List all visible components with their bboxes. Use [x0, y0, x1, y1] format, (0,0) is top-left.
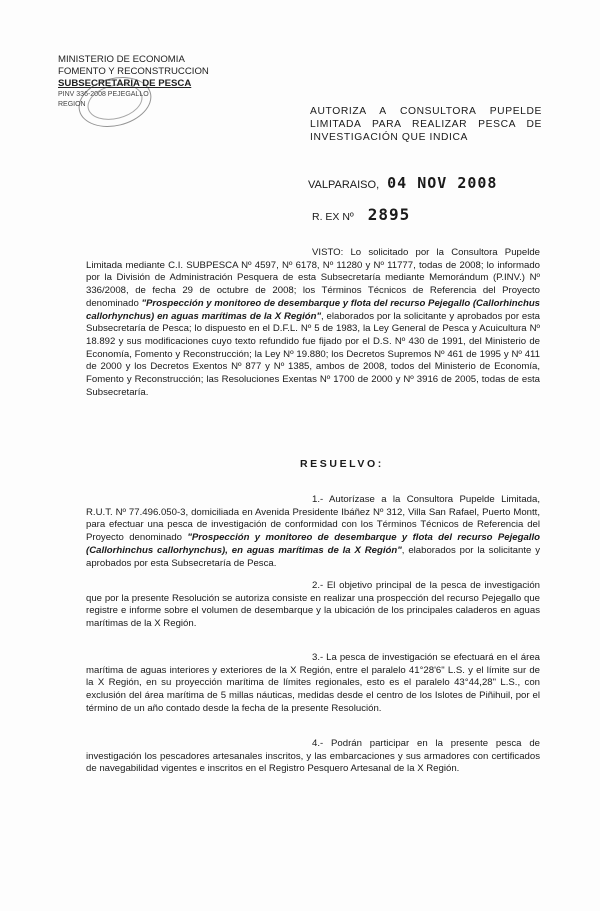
resolution-number: 2895	[367, 205, 411, 224]
article-1-lead: 1.- Autorízase a la Consultora Pupelde Limitada, R.U.T. Nº 77.496.050-3, domiciliada en Avenida Presidente Ibáñez Nº 312, Villa San Rafael, Puerto Montt, para efectuar una pesca de investigación de conformidad con los Términos Técnicos de Referencia del Proyecto denominado	[86, 494, 540, 544]
article-2	[86, 580, 540, 631]
date-line	[308, 174, 497, 192]
resolution-number-line	[312, 205, 410, 224]
visto-lead: VISTO: Lo solicitado por la Consultora Pupelde Limitada mediante C.I. SUBPESCA Nº 4597, Nº 6178, Nº 11280 y Nº 11777, todas de 2008; lo informado por la División de Administración Pesquera de esta Subsecretaría mediante Memorándum (P.INV.) Nº 336/2008, de fecha 29 de octubre de 2008; los Términos Técnicos de Referencia del Proyecto denominado	[86, 247, 540, 309]
resuelvo-heading: RESUELVO:	[300, 458, 384, 470]
date-stamp: 04 NOV 2008	[387, 174, 498, 192]
article-1-tail: , elaborados por la solicitante y aprobados por esta Subsecretaría de Pesca.	[86, 544, 540, 569]
article-4-text: 4.- Podrán participar en la presente pesca de investigación los pescadores artesanales inscritos, y las embarcaciones y sus armadores con certificados de navegabilidad vigentes e inscritos en el Registro Pesquero Artesanal de la X Región.	[86, 738, 540, 775]
visto-project-name: "Prospección y monitoreo de desembarque y flota del recurso Pejegallo (Callorhinchus callorhynchus) en aguas marítimas de la X Región"	[86, 297, 541, 322]
document-title: AUTORIZA A CONSULTORA PUPELDE LIMITADA PARA REALIZAR PESCA DE INVESTIGACIÓN QUE INDICA	[310, 106, 542, 143]
ministry-department: FOMENTO Y RECONSTRUCCION	[58, 66, 209, 77]
region-reference: REGION	[58, 101, 86, 108]
article-1-project-name: "Prospección y monitoreo de desembarque y flota del recurso Pejegallo (Callorhinchus callorhynchus), en aguas marítimas de la X Región"	[86, 532, 540, 556]
article-1	[86, 494, 540, 570]
article-3-text: 3.- La pesca de investigación se efectuará en el área marítima de aguas interiores y exteriores de la X Región, entre el paralelo 41°28'6" L.S. y el límite sur de la X Región, en su proyección marítima de límites regionales, esto es el paralelo 43°44,28" L.S., con exclusión del área marítima de 5 millas náuticas, medidas desde el centro de los Islotes de Piñihuil, por el término de un año contado desde la fecha de la presente Resolución.	[86, 652, 540, 714]
article-3	[86, 652, 540, 716]
article-4	[86, 738, 540, 776]
file-reference: PINV 336-2008 PEJEGALLO	[58, 91, 149, 98]
resolution-label: R. EX Nº	[312, 211, 354, 223]
date-city: VALPARAISO,	[308, 179, 380, 191]
article-2-text: 2.- El objetivo principal de la pesca de investigación que por la presente Resolución se autoriza consiste en realizar una prospección del recurso Pejegallo que registre e informe sobre el volumen de desembarque y la ubicación de los principales caladeros en aguas marítimas de la X Región.	[86, 580, 540, 630]
visto-paragraph	[86, 247, 540, 399]
visto-tail: , elaborados por la solicitante y aprobados por esta Subsecretaría de Pesca; lo dispuesto en el D.F.L. Nº 5 de 1983, la Ley General de Pesca y Acuicultura Nº 18.892 y sus modificaciones cuyo texto refundido fue fijado por el D.S. Nº 430 de 1991, del Ministerio de Economía, Fomento y Reconstrucción; la Ley Nº 19.880; los Decretos Supremos Nº 461 de 1995 y Nº 411 de 2000 y los Decretos Exentos Nº 877 y Nº 1385, ambos de 2008, todos del Ministerio de Economía, Fomento y Reconstrucción; las Resoluciones Exentas Nº 1700 de 2000 y Nº 3916 de 2005, todas de esta Subsecretaría.	[86, 310, 540, 398]
ministry-name: MINISTERIO DE ECONOMIA	[58, 54, 185, 65]
subsecretaria-name: SUBSECRETARIA DE PESCA	[58, 78, 192, 89]
